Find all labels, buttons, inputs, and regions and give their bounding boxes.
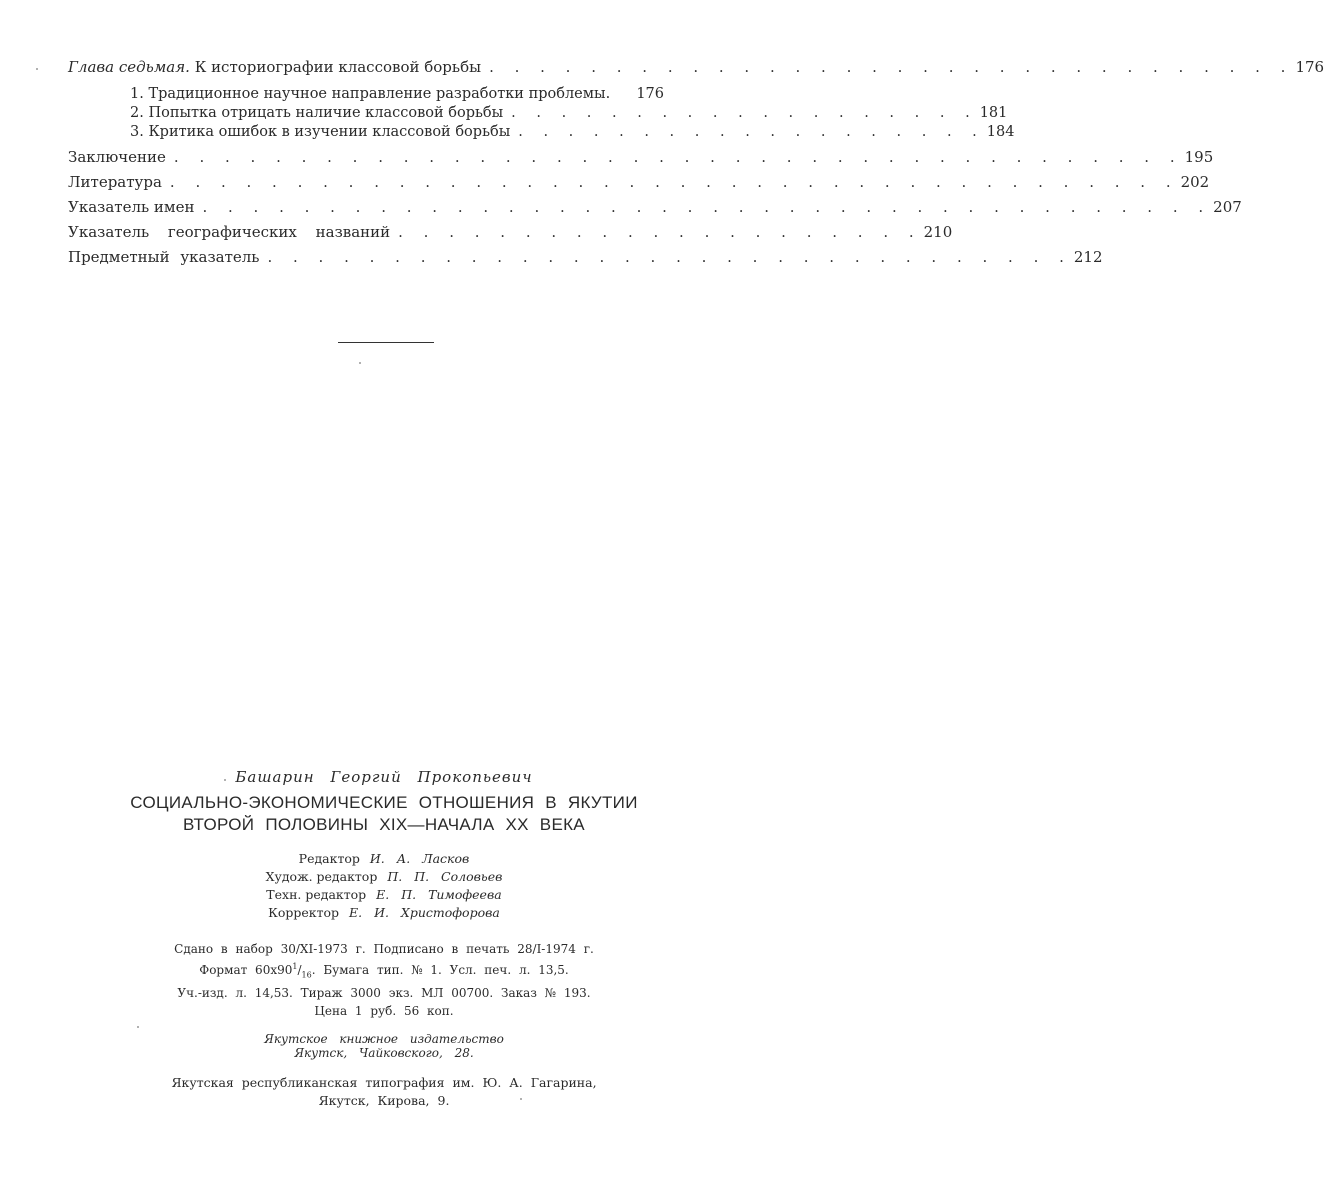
leader-dots: . . . . . . . . . . . . . . . . . . . . . . . . . . . . . . . . xyxy=(489,58,1294,76)
toc-page: 176 xyxy=(1295,58,1324,76)
toc-page: 176 xyxy=(636,86,664,102)
toc-chapter-7 xyxy=(68,56,1324,81)
toc-page: 212 xyxy=(1073,248,1103,266)
toc-page: 202 xyxy=(1180,173,1210,191)
toc-page: 210 xyxy=(923,223,953,241)
staff-row xyxy=(100,886,668,904)
typeset-dates: Сдано в набор 30/XI-1973 г. Подписано в печать 28/I-1974 г. xyxy=(174,942,594,956)
leader-dots: . . . . . . . . . . . . . . . . . . . . . . . . . . . . . . . . xyxy=(267,248,1072,266)
toc-label: Указатель географических названий xyxy=(68,223,391,241)
paper-speck xyxy=(137,1026,139,1028)
book-title-line-1: СОЦИАЛЬНО-ЭКОНОМИЧЕСКИЕ ОТНОШЕНИЯ В ЯКУТИИ xyxy=(130,793,638,812)
paper-speck xyxy=(224,779,226,781)
toc-section xyxy=(68,123,1015,142)
staff-role: Худож. редактор xyxy=(265,869,378,884)
price: Цена 1 руб. 56 коп. xyxy=(314,1004,454,1019)
toc-label: 1. Традиционное научное направление разработки проблемы. xyxy=(130,86,611,102)
toc-page: 184 xyxy=(986,124,1015,140)
toc-label: Глава седьмая. К историографии классовой борьбы xyxy=(68,58,482,76)
toc-page: 207 xyxy=(1213,198,1242,216)
paper-speck xyxy=(520,1098,522,1100)
staff-name: Е. И. Христофорова xyxy=(349,905,500,920)
book-title-line-2: ВТОРОЙ ПОЛОВИНЫ XIX—НАЧАЛА XX ВЕКА xyxy=(183,815,585,834)
leader-dots: . . . . . . . . . . . . . . . . . . . . . . . . . . . . . . . . . . . . . . . . xyxy=(173,148,1183,166)
staff-role: Корректор xyxy=(268,905,340,920)
publication-details xyxy=(100,940,668,1020)
leader-dots: . . . . . . . . . . . . . . . . . . . . . . . . . . . . . . . . . . . . . . . . xyxy=(202,198,1212,216)
printer-name: Якутская республиканская типография им. Ю. А. Гагарина, xyxy=(171,1075,597,1091)
toc-label: 2. Попытка отрицать наличие классовой борьбы xyxy=(130,105,504,121)
publisher-name: Якутское книжное издательство xyxy=(264,1032,504,1047)
paper-speck xyxy=(359,362,361,364)
staff-role: Техн. редактор xyxy=(266,887,367,902)
leader-dots: . . . . . . . . . . . . . . . . . . . . . xyxy=(398,223,922,241)
format-paper: Формат $60x90^1/_{16}$. Бумага тип. № 1. Усл. печ. л. 13,5. xyxy=(199,962,569,980)
leader-dots: . . . . . . . . . . . . . . . . . . . . . . . . . . . . . . . . . . . . . . . . xyxy=(169,173,1179,191)
print-run: Уч.-изд. л. 14,53. Тираж 3000 экз. МЛ 00700. Заказ № 193. xyxy=(177,986,591,1001)
printer xyxy=(100,1074,668,1110)
toc-label: Заключение xyxy=(68,148,166,166)
leader-dots: . . . . . . . . . . . . . . . . . . . xyxy=(518,124,985,140)
staff-row xyxy=(100,868,668,886)
printer-address: Якутск, Кирова, 9. xyxy=(318,1093,450,1109)
imprint-block xyxy=(100,768,668,1110)
staff-name: И. А. Ласков xyxy=(369,851,470,866)
author-name: Башарин Георгий Прокопьевич xyxy=(235,768,533,786)
toc-section xyxy=(68,85,664,104)
staff-name: Е. П. Тимофеева xyxy=(376,887,502,902)
toc-page: 181 xyxy=(979,105,1008,121)
staff-row xyxy=(100,850,668,868)
toc-entry xyxy=(68,246,1103,271)
publisher-address: Якутск, Чайковского, 28. xyxy=(294,1046,474,1061)
staff-row xyxy=(100,904,668,922)
paper-speck xyxy=(36,68,38,70)
toc-label: Предметный указатель xyxy=(68,248,260,266)
publisher xyxy=(100,1032,668,1060)
toc-page: 195 xyxy=(1184,148,1214,166)
staff-role: Редактор xyxy=(298,851,360,866)
toc-entry xyxy=(68,171,1210,196)
editorial-staff xyxy=(100,850,668,922)
toc-label: 3. Критика ошибок в изучении классовой борьбы xyxy=(130,124,511,140)
toc-entry xyxy=(68,146,1214,171)
toc-label: Литература xyxy=(68,173,162,191)
table-of-contents xyxy=(68,56,1324,271)
leader-dots: . . . . . . . . . . . . . . . . . . . xyxy=(511,105,978,121)
toc-entry xyxy=(68,221,953,246)
toc-entry xyxy=(68,196,1242,221)
staff-name: П. П. Соловьев xyxy=(387,869,503,884)
toc-section xyxy=(68,104,1008,123)
section-divider xyxy=(338,342,434,343)
toc-label: Указатель имен xyxy=(68,198,195,216)
